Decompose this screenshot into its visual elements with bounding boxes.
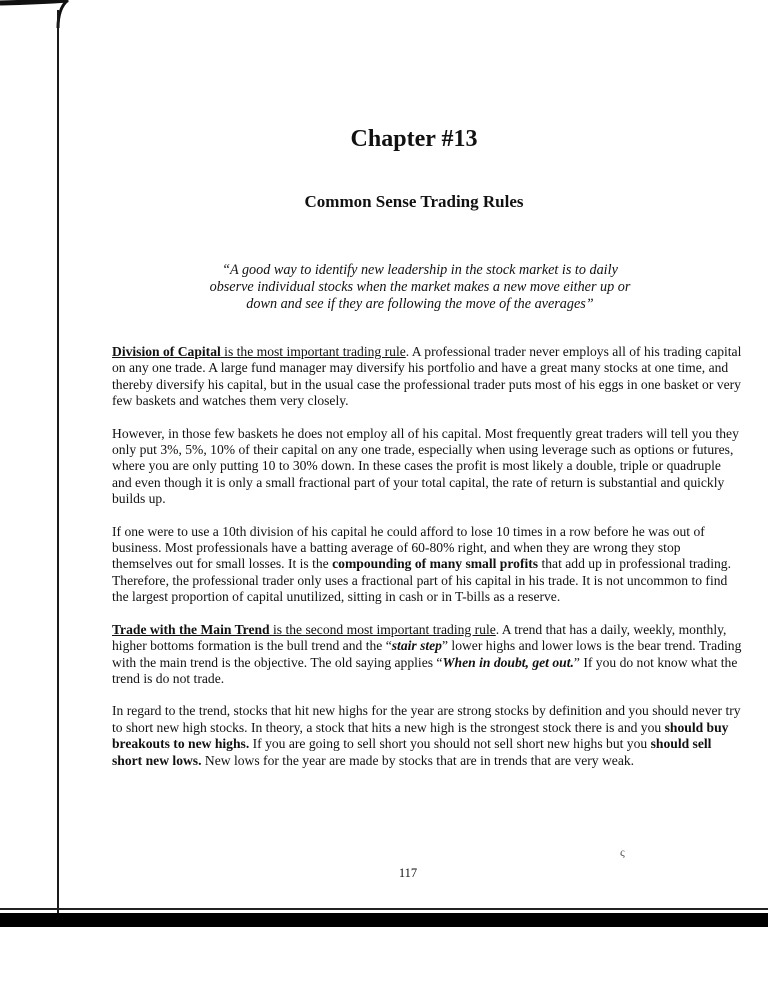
paragraph-division-of-capital	[112, 344, 742, 410]
rule-heading-main-trend: Trade with the Main Trend	[112, 621, 270, 637]
paragraph-text: ” lower highs and lower lows is the bear trend. Trading with the main trend is the objective. The old saying applies “	[112, 638, 742, 670]
stray-pencil-mark: ς	[620, 845, 625, 859]
page-bottom-edge	[0, 913, 768, 927]
page-number: 117	[398, 866, 418, 880]
scan-corner-mark	[0, 0, 70, 30]
body-text	[112, 344, 742, 785]
page-bottom-rule	[0, 908, 768, 910]
paragraph-baskets: However, in those few baskets he does not employ all of his capital. Most frequently great traders will tell you they only put 3%, 5%, 10% of their capital on any one trade, especially when using leverage such as options or futures, where you are only putting 10 to 30% down. In these cases the profit is most likely a double, triple or quadruple and even though it is only a small fractional part of your total capital, the rate of return is substantial and quickly builds up.	[112, 425, 739, 507]
paragraph-text: New lows for the year are made by stocks that are in trends that are very weak.	[201, 752, 635, 768]
paragraph-new-highs	[112, 703, 742, 769]
emphasis-saying: When in doubt, get out.	[442, 654, 574, 670]
rule-heading-rest: is the second most important trading rule	[269, 621, 496, 637]
paragraph-text: If you are going to sell short you should not sell short new highs but you	[249, 736, 651, 752]
emphasis-stair-step: stair step	[391, 638, 442, 654]
paragraph-text: ” If you do not know what the trend is do not trade.	[112, 654, 738, 686]
emphasis-compounding: compounding of many small profits	[332, 556, 539, 572]
paragraph-main-trend	[112, 622, 742, 688]
paragraph-tenth-division	[112, 524, 742, 606]
emphasis-buy-breakouts: should buy breakouts to new highs.	[112, 719, 729, 752]
section-title: Common Sense Trading Rules	[304, 192, 524, 211]
epigraph-quote: “A good way to identify new leadership in the stock market is to daily observe individual stocks when the market makes a new move either up or down and see if they are following the move of the averages”	[209, 262, 631, 312]
paragraph-text: . A professional trader never employs all of his trading capital on any one trade. A large fund manager may diversify his portfolio and have a great many stocks at one time, and thereby diversify his capital, but in the usual case the professional trader puts most of his eggs in one basket or very few baskets and watches them very closely.	[112, 344, 742, 409]
paragraph-text: If one were to use a 10th division of his capital he could afford to lose 10 times in a row before he was out of business. Most professionals have a batting average of 60-80% right, and when they are wrong they stop themselves out for small losses. It is the	[112, 523, 705, 572]
rule-heading-rest: is the most important trading rule	[220, 344, 406, 359]
emphasis-sell-short: should sell short new lows.	[112, 736, 712, 768]
paragraph-text: In regard to the trend, stocks that hit new highs for the year are strong stocks by definition and you should never try to short new high stocks. In theory, a stock that hits a new high is the strongest stock there is and you	[112, 703, 741, 735]
chapter-title: Chapter #13	[350, 126, 478, 152]
rule-heading-division-of-capital: Division of Capital	[112, 344, 221, 359]
paragraph-text: that add up in professional trading. Therefore, the professional trader only uses a fractional part of his capital in his trade. It is not uncommon to find the largest proportion of capital unutilized, sitting in cash or in T-bills as a reserve.	[112, 556, 731, 605]
paragraph-text: . A trend that has a daily, weekly, monthly, higher bottoms formation is the bull trend and the “	[112, 621, 727, 654]
